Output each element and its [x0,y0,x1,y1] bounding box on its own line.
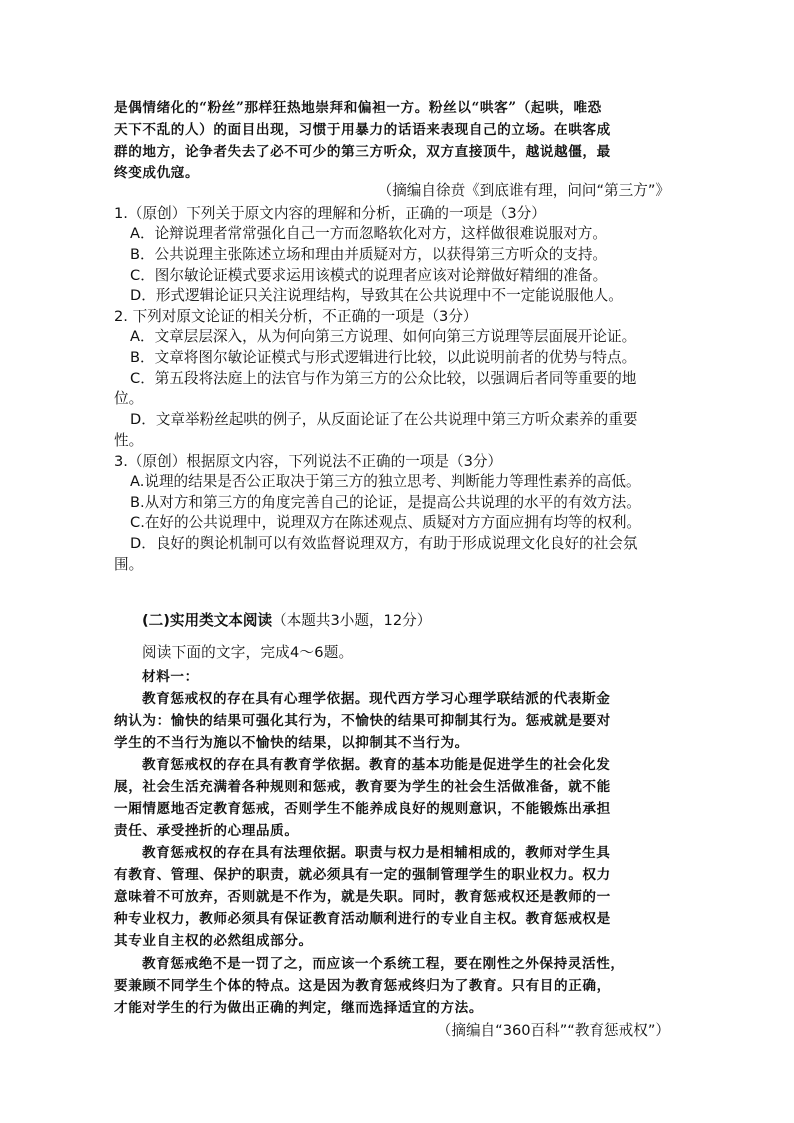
question-3-option-c: C.在好的公共说理中，说理双方在陈述观点、质疑对方方面应拥有均等的权利。 [130,514,642,531]
question-2-option-d: D．文章举粉丝起哄的例子，从反面论证了在公共说理中第三方听众素养的重要 [130,411,638,428]
question-2-option-c-cont: 位。 [114,390,144,407]
material-source: （摘编自“360百科”“教育惩戒权”） [436,1022,670,1039]
section-heading-title: (二)实用类文本阅读 [142,612,273,629]
material-line: 要兼顾不同学生个体的特点。这是因为教育惩戒终归为了教育。只有目的正确， [114,978,611,994]
passage1-line: 终变成仇寇。 [114,165,200,181]
question-1-option-b: B．公共说理主张陈述立场和理由并质疑对方，以获得第三方听众的支持。 [130,246,608,263]
material-line: 才能对学生的行为做出正确的判定，继而选择适宜的方法。 [114,1000,484,1016]
question-3-option-d-cont: 围。 [114,556,144,573]
passage1-line: 天下不乱的人）的面目出现，习惯于用暴力的话语来表现自己的立场。在哄客成 [114,122,611,138]
question-3-stem: 3.（原创）根据原文内容，下列说法不正确的一项是（3分） [114,453,503,470]
section-heading-meta: （本题共3小题，12分） [272,612,432,629]
material-line: 纳认为：愉快的结果可强化其行为，不愉快的结果可抑制其行为。惩戒就是要对 [114,713,611,729]
material-line: 种专业权力，教师必须具有保证教育活动顺利进行的专业自主权。教育惩戒权是 [114,911,611,927]
passage1-line: 群的地方，论争者失去了必不可少的第三方听众，双方直接顶牛，越说越僵，最 [114,144,611,160]
question-2-option-b: B．文章将图尔敏论证模式与形式逻辑进行比较，以此说明前者的优势与特点。 [130,349,637,366]
material-line: 有教育、管理、保护的职责，就必须具有一定的强制管理学生的职业权力。权力 [114,867,611,883]
material-label: 材料一： [142,669,199,685]
material-line: 教育惩戒权的存在具有教育学依据。教育的基本功能是促进学生的社会化发 [142,757,611,773]
question-1-option-a: A．论辩说理者常常强化自己一方而忽略软化对方，这样做很难说服对方。 [130,225,607,242]
question-1-option-c: C．图尔敏论证模式要求运用该模式的说理者应该对论辩做好精细的准备。 [130,267,608,284]
question-3-option-a: A.说理的结果是否公正取决于第三方的独立思考、判断能力等理性素养的高低。 [130,473,641,490]
question-2-option-d-cont: 性。 [114,432,144,449]
section-heading [142,610,708,632]
material-line: 展，社会生活充满着各种规则和惩戒，教育要为学生的社会生活做准备，就不能 [114,779,611,795]
passage1-line: 是偶情绪化的“粉丝”那样狂热地崇拜和偏袒一方。粉丝以“哄客”（起哄，唯恐 [114,100,602,116]
material-line: 教育惩戒权的存在具有法理依据。职责与权力是相辅相成的，教师对学生具 [142,845,611,861]
material-line: 教育惩戒权的存在具有心理学依据。现代西方学习心理学联结派的代表斯金 [142,691,611,707]
material-line: 教育惩戒绝不是一罚了之，而应该一个系统工程，要在刚性之外保持灵活性， [142,956,625,972]
question-1-stem: 1.（原创）下列关于原文内容的理解和分析，正确的一项是（3分） [114,205,546,222]
section-instruction: 阅读下面的文字，完成4～6题。 [142,644,354,661]
question-3-option-b: B.从对方和第三方的角度完善自己的论证，是提高公共说理的水平的有效方法。 [130,494,641,511]
question-2-stem: 2. 下列对原文论证的相关分析，不正确的一项是（3分） [114,308,478,325]
material-line: 学生的不当行为施以不愉快的结果，以抑制其不当行为。 [114,735,469,751]
material-line: 一厢情愿地否定教育惩戒，否则学生不能养成良好的规则意识，不能锻炼出承担 [114,801,611,817]
material-line: 意味着不可放弃，否则就是不作为，就是失职。同时，教育惩戒权还是教师的一 [114,889,611,905]
material-line: 其专业自主权的必然组成部分。 [114,933,313,949]
question-1-option-d: D．形式逻辑论证只关注说理结构，导致其在公共说理中不一定能说服他人。 [130,287,623,304]
material-line: 责任、承受挫折的心理品质。 [114,823,299,839]
question-3-option-d: D．良好的舆论机制可以有效监督说理双方，有助于形成说理文化良好的社会氛 [130,535,638,552]
question-2-option-c: C．第五段将法庭上的法官与作为第三方的公众比较，以强调后者同等重要的地 [130,370,637,387]
passage1-source: （摘编自徐贲《到底谁有理，问问“第三方”》 [377,182,670,199]
question-2-option-a: A．文章层层深入，从为何向第三方说理、如何向第三方说理等层面展开论证。 [130,328,637,345]
